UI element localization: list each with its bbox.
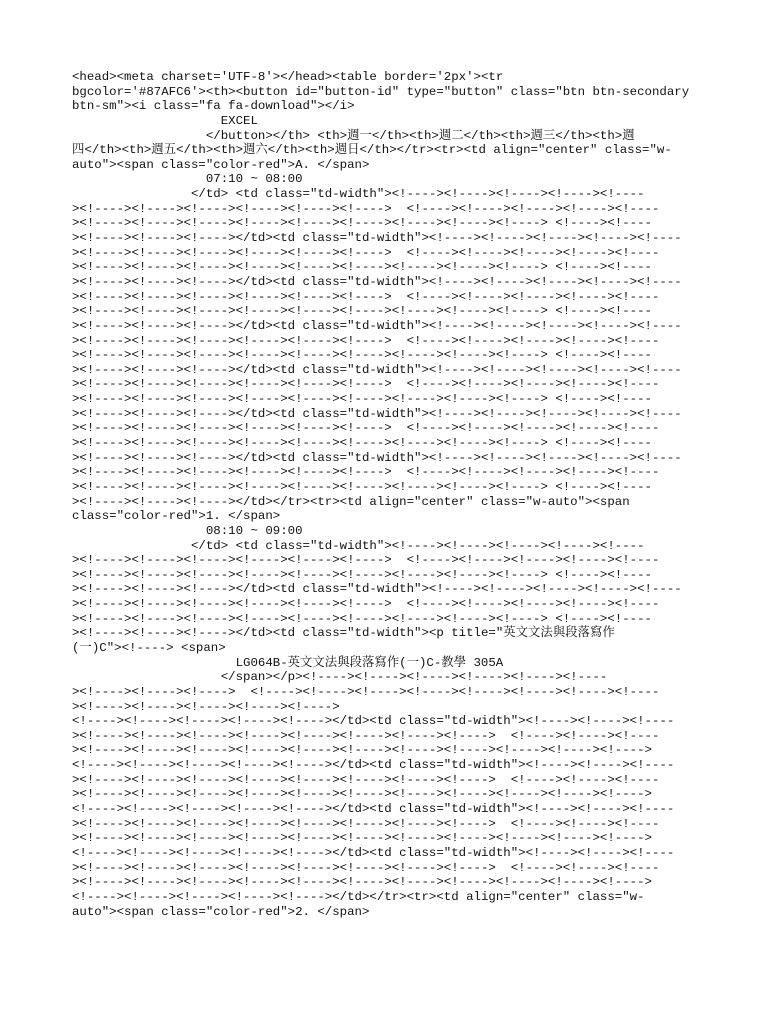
document-line: </td> <td class="td-width"><!----><!----><!----><!----><!---- (72, 538, 645, 553)
document-line: ><!----><!----><!----></td><td class="td-width"><!----><!----><!----><!----><!---- (72, 582, 682, 597)
document-line: 四</th><th>週五</th><th>週六</th><th>週日</th></tr><tr><td align="center" class="w- (72, 143, 672, 158)
document-line: <head><meta charset='UTF-8'></head><table border='2px'><tr (72, 70, 504, 84)
document-line: 08:10 ~ 09:00 (72, 523, 303, 538)
document-line: <!----><!----><!----><!----><!----></td><td class="td-width"><!----><!----><!---- (72, 714, 675, 729)
document-line: LG064B-英文文法與段落寫作(一)C-教學 305A (72, 655, 504, 670)
document-line: ><!----><!----><!----><!----><!----> (72, 699, 340, 714)
document-line: ><!----><!----><!----></td></tr><tr><td align="center" class="w-auto"><span (72, 494, 630, 509)
document-line: ><!----><!----><!----><!----><!----><!----><!----><!----><!----> <!----><!---- (72, 436, 652, 451)
document-line: EXCEL (72, 113, 258, 128)
document-line: ><!----><!----><!----><!----><!----><!----> <!----><!----><!----><!----><!---- (72, 465, 660, 480)
document-line: btn-sm"><i class="fa fa-download"></i> (72, 99, 355, 114)
document-line: <!----><!----><!----><!----><!----></td><td class="td-width"><!----><!----><!---- (72, 845, 675, 860)
document-line: ><!----><!----><!----></td><td class="td-width"><!----><!----><!----><!----><!---- (72, 318, 682, 333)
document-line: ><!----><!----><!----></td><td class="td-width"><!----><!----><!----><!----><!---- (72, 274, 682, 289)
document-line: ><!----><!----><!----><!----><!----><!----> <!----><!----><!----><!----><!---- (72, 553, 660, 568)
document-line: ><!----><!----><!----><!----><!----><!----> <!----><!----><!----><!----><!---- (72, 597, 660, 612)
document-line: ><!----><!----><!----></td><td class="td-width"><!----><!----><!----><!----><!---- (72, 362, 682, 377)
document-line: ><!----><!----><!----><!----><!----><!----><!----><!----><!----> <!----><!---- (72, 567, 652, 582)
document-line: ><!----><!----><!----><!----><!----><!----><!----><!----> <!----><!----><!---- (72, 816, 660, 831)
document-line: ><!----><!----><!----><!----><!----><!----><!----><!----> <!----><!----><!---- (72, 860, 660, 875)
document-line: ><!----><!----><!----><!----><!----><!----><!----><!----><!----> <!----><!---- (72, 260, 652, 275)
document-line: ><!----><!----><!----></td><td class="td-width"><p title="英文文法與段落寫作 (72, 626, 615, 641)
document-line: ><!----><!----><!----><!----><!----><!----> <!----><!----><!----><!----><!---- (72, 421, 660, 436)
document-line: ><!----><!----><!----></td><td class="td-width"><!----><!----><!----><!----><!---- (72, 450, 682, 465)
document-line: auto"><span class="color-red">A. </span> (72, 157, 370, 172)
document-line: </button></th> <th>週一</th><th>週二</th><th>週三</th><th>週 (72, 128, 635, 143)
document-line: </td> <td class="td-width"><!----><!----><!----><!----><!---- (72, 187, 645, 202)
document-line: auto"><span class="color-red">2. </span> (72, 904, 370, 919)
document-line: </span></p><!----><!----><!----><!----><!----><!---- (72, 670, 608, 685)
document-line: ><!----><!----><!----><!----><!----><!----><!----><!----><!----> <!----><!---- (72, 611, 652, 626)
document-line: ><!----><!----><!----><!----><!----><!----><!----><!----><!----><!----><!----> (72, 787, 652, 802)
document-line: <!----><!----><!----><!----><!----></td></tr><tr><td align="center" class="w- (72, 889, 645, 904)
document-line: ><!----><!----><!----> <!----><!----><!----><!----><!----><!----><!----><!---- (72, 684, 660, 699)
document-line: ><!----><!----><!----><!----><!----><!----> <!----><!----><!----><!----><!---- (72, 333, 660, 348)
document-line: ><!----><!----><!----><!----><!----><!----><!----><!----> <!----><!----><!---- (72, 772, 660, 787)
document-line: bgcolor='#87AFC6'><th><button id="button-id" type="button" class="btn btn-secondary (72, 84, 690, 99)
document-line: <!----><!----><!----><!----><!----></td><td class="td-width"><!----><!----><!---- (72, 758, 675, 773)
document-line: ><!----><!----><!----><!----><!----><!----><!----><!----><!----> <!----><!---- (72, 304, 652, 319)
document-line: (一)C"><!----> <span> (72, 640, 226, 655)
document-line: ><!----><!----><!----><!----><!----><!----><!----><!----><!----> <!----><!---- (72, 479, 652, 494)
document-line: ><!----><!----><!----><!----><!----><!----> <!----><!----><!----><!----><!---- (72, 289, 660, 304)
document-line: ><!----><!----><!----><!----><!----><!----><!----><!----><!----> <!----><!---- (72, 392, 652, 407)
document-text-body (72, 70, 712, 919)
document-line: ><!----><!----><!----><!----><!----><!----><!----><!----><!----><!----><!----> (72, 875, 652, 890)
document-line: ><!----><!----><!----><!----><!----><!----><!----><!----><!----><!----><!----> (72, 743, 652, 758)
document-line: <!----><!----><!----><!----><!----></td><td class="td-width"><!----><!----><!---- (72, 802, 675, 817)
document-line: ><!----><!----><!----><!----><!----><!----><!----><!----> <!----><!----><!---- (72, 728, 660, 743)
document-line: ><!----><!----><!----></td><td class="td-width"><!----><!----><!----><!----><!---- (72, 231, 682, 246)
document-line: ><!----><!----><!----><!----><!----><!----><!----><!----><!----><!----><!----> (72, 831, 652, 846)
document-line: ><!----><!----><!----></td><td class="td-width"><!----><!----><!----><!----><!---- (72, 406, 682, 421)
document-line: 07:10 ~ 08:00 (72, 172, 303, 187)
document-line: ><!----><!----><!----><!----><!----><!----><!----><!----><!----> <!----><!---- (72, 216, 652, 231)
document-line: ><!----><!----><!----><!----><!----><!----><!----><!----><!----> <!----><!---- (72, 348, 652, 363)
document-line: class="color-red">1. </span> (72, 509, 281, 524)
document-line: ><!----><!----><!----><!----><!----><!----> <!----><!----><!----><!----><!---- (72, 201, 660, 216)
document-line: ><!----><!----><!----><!----><!----><!----> <!----><!----><!----><!----><!---- (72, 245, 660, 260)
document-line: ><!----><!----><!----><!----><!----><!----> <!----><!----><!----><!----><!---- (72, 377, 660, 392)
